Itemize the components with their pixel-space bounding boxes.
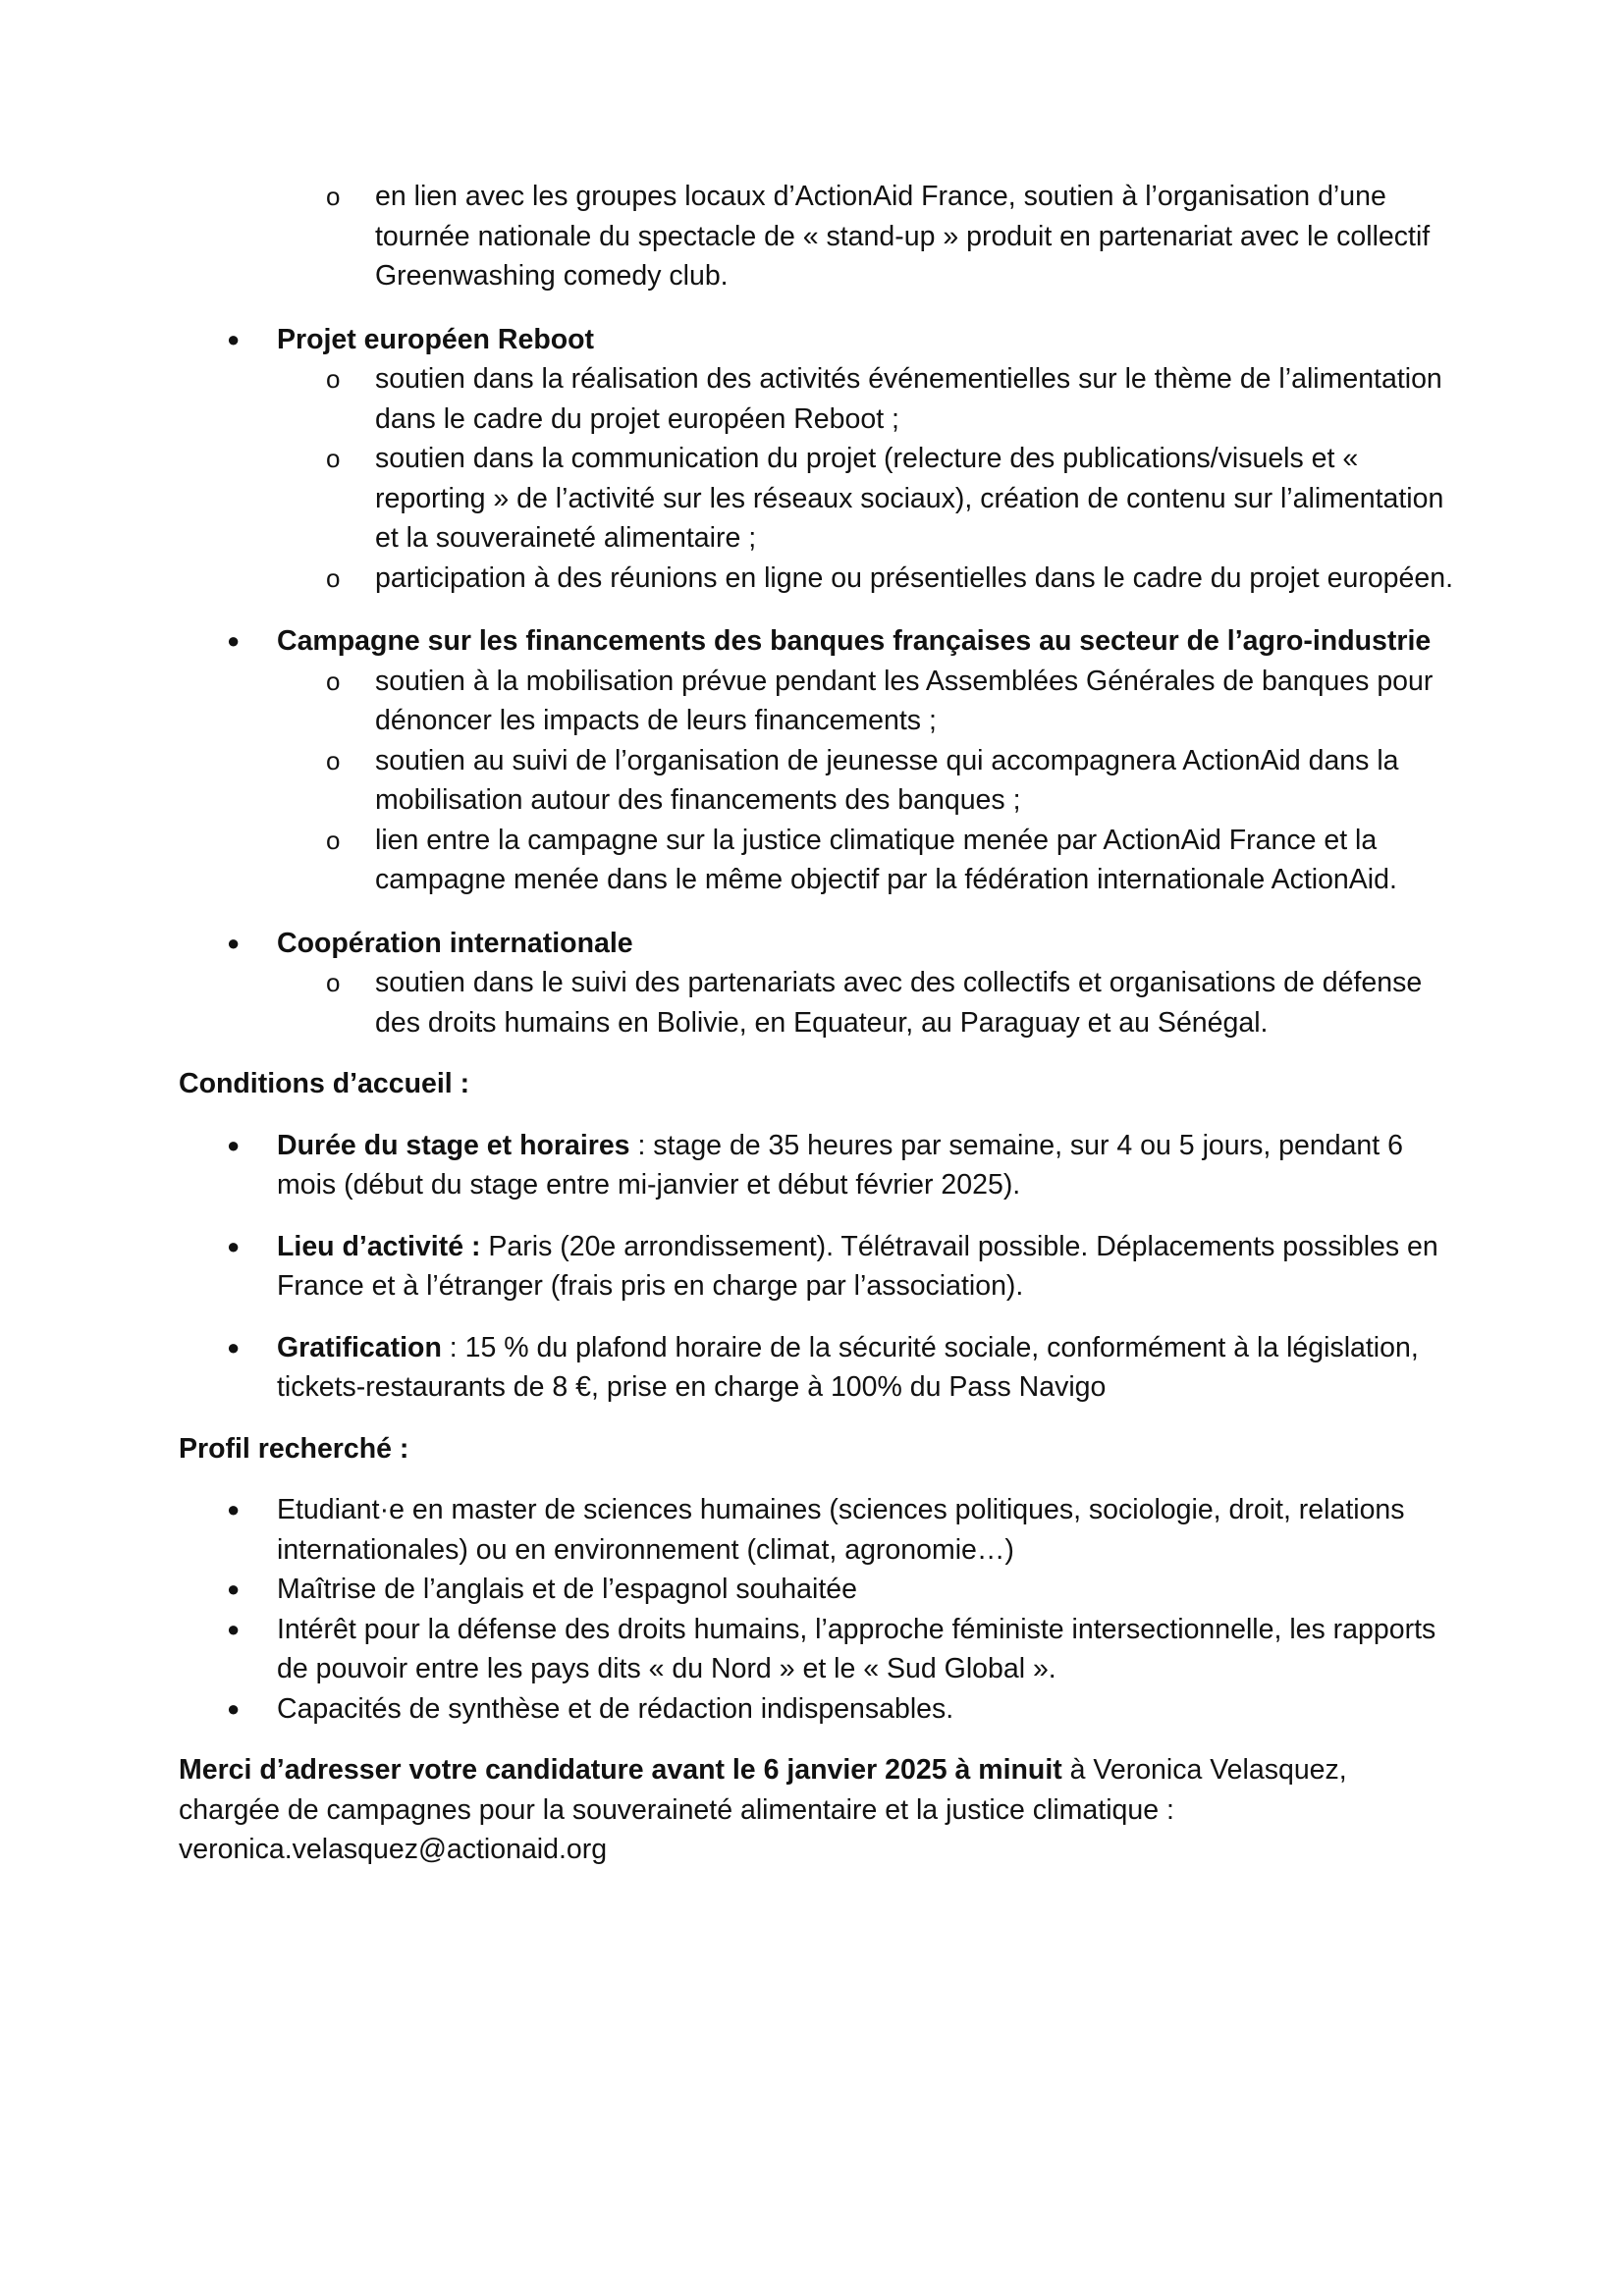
profil-heading: Profil recherché :	[179, 1432, 409, 1465]
list-item	[179, 559, 1455, 599]
list-item	[179, 439, 1455, 559]
conditions-heading: Conditions d’accueil :	[179, 1068, 470, 1099]
circle-bullet-icon: o	[326, 364, 341, 394]
list-item	[179, 741, 1455, 821]
lieu-label: Lieu d’activité :	[277, 1230, 481, 1262]
list-item-text: soutien au suivi de l’organisation de jeunesse qui accompagnera ActionAid dans la mobilisation autour des financements des banques ;	[375, 744, 1399, 816]
list-item-text: Maîtrise de l’anglais et de l’espagnol souhaitée	[277, 1574, 857, 1605]
list-item-text: soutien dans le suivi des partenariats avec des collectifs et organisations de défense des droits humains en Bolivie, en Equateur, au Paraguay et au Sénégal.	[375, 967, 1423, 1039]
closing-paragraph	[179, 1750, 1455, 1870]
section-cooperation-title	[179, 924, 1455, 964]
list-item-text: Intérêt pour la défense des droits humains, l’approche féministe intersectionnelle, les rapports de pouvoir entre les pays dits « du Nord » et le « Sud Global ».	[277, 1613, 1436, 1684]
circle-bullet-icon: o	[326, 666, 341, 696]
disc-bullet-icon: ●	[227, 1334, 241, 1360]
gratification-text: : 15 % du plafond horaire de la sécurité sociale, conformément à la législation, tickets-restaurants de 8 €, prise en charge à 100% du Pass Navigo	[277, 1331, 1419, 1403]
duree-text: : stage de 35 heures par semaine, sur 4 ou 5 jours, pendant 6 mois (début du stage entre mi-janvier et début février 2025).	[277, 1129, 1403, 1201]
list-item	[179, 1689, 1455, 1730]
gratification-label: Gratification	[277, 1331, 442, 1363]
disc-bullet-icon: ●	[227, 628, 241, 653]
document-content	[179, 177, 1455, 1870]
closing-bold: Merci d’adresser votre candidature avant le 6 janvier 2025 à minuit	[179, 1754, 1062, 1786]
list-item	[179, 1328, 1455, 1408]
disc-bullet-icon: ●	[227, 1576, 241, 1601]
disc-bullet-icon: ●	[227, 930, 241, 955]
disc-bullet-icon: ●	[227, 1233, 241, 1258]
lieu-text: Paris (20e arrondissement). Télétravail possible. Déplacements possibles en France et à l’étranger (frais pris en charge par l’association).	[277, 1230, 1438, 1302]
section-title: Coopération internationale	[277, 927, 633, 959]
list-item-text: soutien dans la réalisation des activités événementielles sur le thème de l’alimentation dans le cadre du projet européen Reboot ;	[375, 363, 1442, 435]
list-item	[179, 963, 1455, 1042]
circle-bullet-icon: o	[326, 745, 341, 775]
circle-bullet-icon: o	[326, 444, 341, 473]
list-item-text: en lien avec les groupes locaux d’ActionAid France, soutien à l’organisation d’une tournée nationale du spectacle de « stand-up » produit en partenariat avec le collectif Greenwashing comedy club.	[375, 181, 1431, 292]
list-item	[179, 821, 1455, 900]
list-item-text: soutien à la mobilisation prévue pendant les Assemblées Générales de banques pour dénoncer les impacts de leurs financements ;	[375, 665, 1434, 736]
list-item-text: Capacités de synthèse et de rédaction indispensables.	[277, 1692, 954, 1725]
circle-bullet-icon: o	[326, 562, 341, 593]
list-item	[179, 177, 1455, 296]
list-item	[179, 1490, 1455, 1570]
list-item	[179, 1227, 1455, 1307]
list-item-text: Etudiant·e en master de sciences humaines (sciences politiques, sociologie, droit, relations internationales) ou en environnement (climat, agronomie…)	[277, 1494, 1405, 1566]
list-item-text: lien entre la campagne sur la justice climatique menée par ActionAid France et la campagne menée dans le même objectif par la fédération internationale ActionAid.	[375, 824, 1397, 895]
circle-bullet-icon: o	[326, 968, 341, 997]
section-title: Campagne sur les financements des banques françaises au secteur de l’agro-industrie	[277, 625, 1432, 657]
list-item	[179, 1570, 1455, 1610]
section-reboot-title	[179, 320, 1455, 360]
disc-bullet-icon: ●	[227, 1497, 241, 1522]
closing-text: à Veronica Velasquez, chargée de campagnes pour la souveraineté alimentaire et la justice climatique : veronica.velasquez@actionaid.org	[179, 1754, 1347, 1865]
list-item-text: participation à des réunions en ligne ou présentielles dans le cadre du projet européen.	[375, 561, 1453, 594]
disc-bullet-icon: ●	[227, 1132, 241, 1157]
section-campagne-title	[179, 621, 1455, 662]
list-item	[179, 1126, 1455, 1205]
list-item-text: soutien dans la communication du projet (relecture des publications/visuels et « reporting » de l’activité sur les réseaux sociaux), création de contenu sur l’alimentation et la souveraineté alimentaire ;	[375, 443, 1444, 554]
list-item	[179, 662, 1455, 741]
circle-bullet-icon: o	[326, 182, 341, 211]
list-item	[179, 359, 1455, 439]
duree-label: Durée du stage et horaires	[277, 1129, 630, 1161]
list-item	[179, 1610, 1455, 1689]
section-title: Projet européen Reboot	[277, 323, 595, 355]
disc-bullet-icon: ●	[227, 326, 241, 351]
disc-bullet-icon: ●	[227, 1695, 241, 1721]
circle-bullet-icon: o	[326, 825, 341, 855]
disc-bullet-icon: ●	[227, 1616, 241, 1641]
